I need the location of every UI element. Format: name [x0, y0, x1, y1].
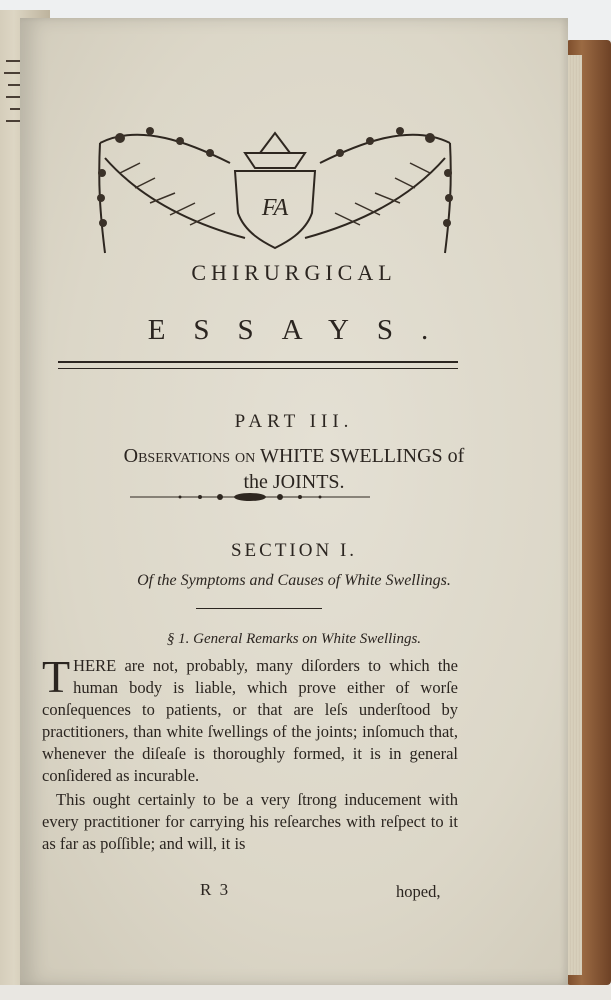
- observations-line2: the JOINTS.: [243, 471, 345, 493]
- paragraph-2: This ought certainly to be a very ſtrong inducement with every practitioner for carrying his reſearches with reſpect to it as far as poſſible; and will, it is: [42, 790, 458, 853]
- book-page: [20, 18, 568, 985]
- observations-prefix: Observations on: [123, 445, 256, 467]
- paragraph-heading: § 1. General Remarks on White Swellings.: [166, 631, 422, 647]
- observations-main: WHITE SWELLINGS of: [259, 445, 465, 467]
- body-text: [42, 651, 458, 855]
- observations-heading: [20, 443, 568, 495]
- flourish-divider: [130, 490, 370, 504]
- section-subtitle: Of the Symptoms and Causes of White Swellings.: [137, 572, 451, 589]
- title-line-1: CHIRURGICAL: [191, 260, 397, 285]
- drop-cap: T: [42, 651, 71, 702]
- paragraph-1: [42, 651, 458, 787]
- title-line-2: ESSAYS.: [147, 314, 457, 346]
- catchword: hoped,: [396, 882, 441, 901]
- short-rule: [196, 608, 322, 609]
- section-heading: SECTION I.: [230, 540, 358, 561]
- double-rule: [58, 361, 458, 369]
- part-heading: PART III.: [234, 411, 354, 432]
- paragraph-1-text: HERE are not, probably, many diſorders to which the human body is liable, which prove either of worſe conſequences to patients, or that are leſs underſtood by practitioners, than white ſwellings of the joints; inſomuch that, whenever the diſeaſe is thoroughly formed, it is in general conſidered as incurable.: [42, 656, 458, 785]
- signature-mark: R 3: [200, 880, 231, 899]
- svg-text:FA: FA: [261, 195, 289, 221]
- headpiece-ornament: [80, 103, 470, 263]
